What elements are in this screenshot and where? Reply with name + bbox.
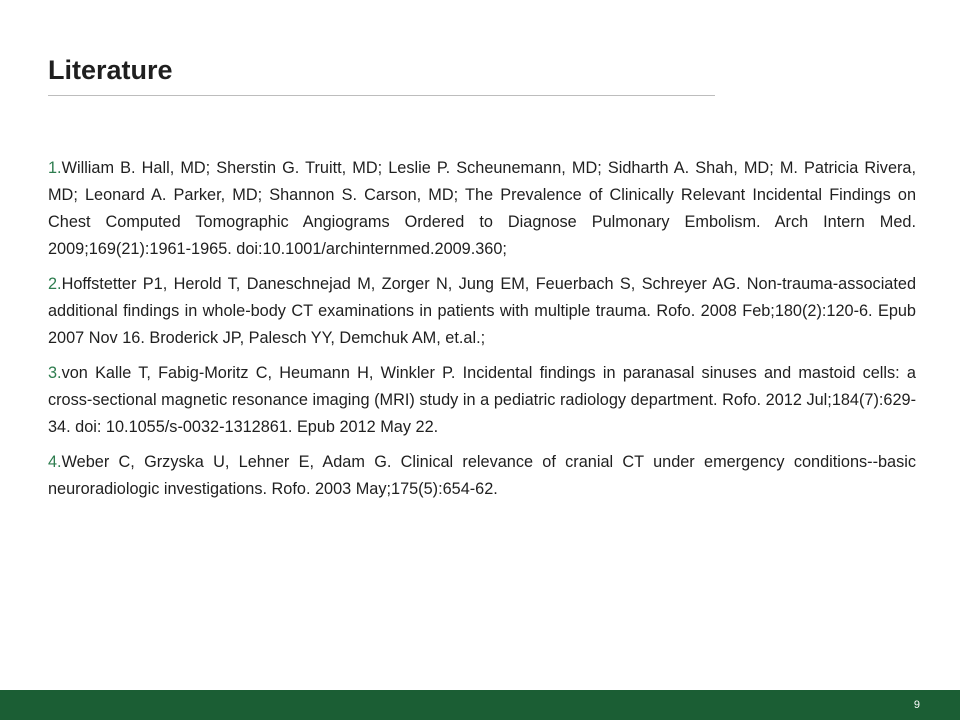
- reference-item: [48, 271, 916, 352]
- reference-list: [48, 155, 916, 511]
- reference-number: 1.: [48, 159, 62, 177]
- reference-item: [48, 155, 916, 263]
- reference-text: William B. Hall, MD; Sherstin G. Truitt, MD; Leslie P. Scheunemann, MD; Sidharth A. Shah, MD; M. Patricia Rivera, MD; Leonard A. Parker, MD; Shannon S. Carson, MD; The Prevalence of Clinically Relevant Incidental Findings on Chest Computed Tomographic Angiograms Ordered to Diagnose Pulmonary Embolism. Arch Intern Med. 2009;169(21):1961-1965. doi:10.1001/archinternmed.2009.360;: [48, 159, 916, 258]
- title-divider: [48, 95, 715, 96]
- reference-number: 2.: [48, 275, 62, 293]
- reference-number: 3.: [48, 364, 62, 382]
- reference-item: [48, 449, 916, 503]
- page-number: 9: [913, 699, 920, 711]
- reference-text: von Kalle T, Fabig-Moritz C, Heumann H, Winkler P. Incidental findings in paranasal sinuses and mastoid cells: a cross-sectional magnetic resonance imaging (MRI) study in a pediatric radiology department. Rofo. 2012 Jul;184(7):629-34. doi: 10.1055/s-0032-1312861. Epub 2012 May 22.: [48, 364, 916, 436]
- reference-item: [48, 360, 916, 441]
- footer-bar: [0, 690, 960, 720]
- reference-text: Hoffstetter P1, Herold T, Daneschnejad M, Zorger N, Jung EM, Feuerbach S, Schreyer AG. Non-trauma-associated additional findings in whole-body CT examinations in patients with multiple trauma. Rofo. 2008 Feb;180(2):120-6. Epub 2007 Nov 16. Broderick JP, Palesch YY, Demchuk AM, et.al.;: [48, 275, 916, 347]
- slide-title: Literature: [48, 55, 173, 85]
- reference-number: 4.: [48, 453, 62, 471]
- reference-text: Weber C, Grzyska U, Lehner E, Adam G. Clinical relevance of cranial CT under emergency conditions--basic neuroradiologic investigations. Rofo. 2003 May;175(5):654-62.: [48, 453, 916, 498]
